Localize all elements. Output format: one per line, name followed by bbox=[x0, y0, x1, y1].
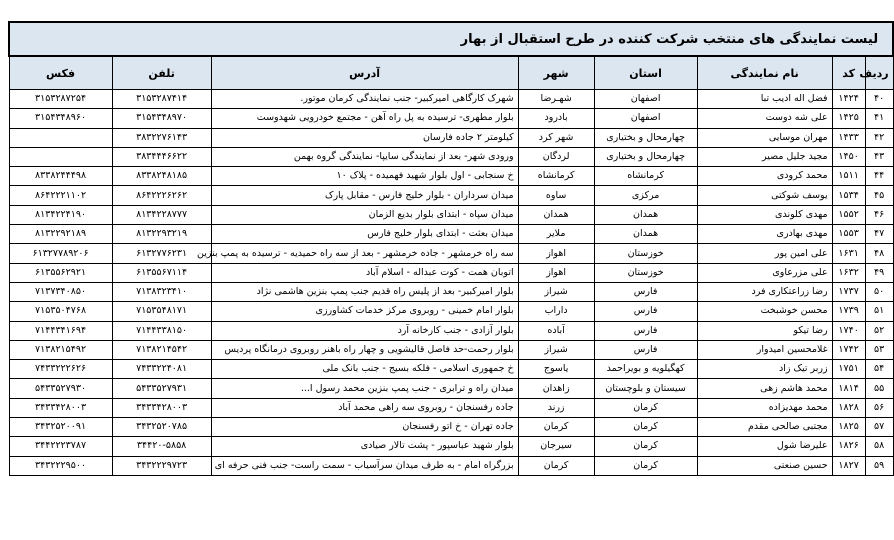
cell-state: فارس bbox=[594, 321, 697, 340]
cell-state: فارس bbox=[594, 282, 697, 301]
cell-name: یوسف شوکتی bbox=[697, 186, 832, 205]
cell-fax bbox=[9, 147, 112, 166]
table-row bbox=[9, 398, 893, 417]
cell-tel: ۳۸۳۴۴۴۶۶۲۲ bbox=[112, 147, 211, 166]
cell-tel: ۷۱۳۸۳۲۳۴۱۰ bbox=[112, 282, 211, 301]
header-radif: ردیف bbox=[865, 56, 893, 90]
cell-radif: ۴۹ bbox=[865, 263, 893, 282]
cell-tel: ۳۱۵۴۳۴۸۹۷۰ bbox=[112, 109, 211, 128]
cell-address: بلوار شهید عباسپور - پشت تالار صیادی bbox=[211, 437, 518, 456]
representatives-table bbox=[8, 21, 894, 476]
cell-tel: ۶۱۳۲۷۷۶۲۳۱ bbox=[112, 244, 211, 263]
cell-address: بلوار آزادی - جنب کارخانه آرد bbox=[211, 321, 518, 340]
cell-tel: ۸۶۴۲۲۲۶۲۶۲ bbox=[112, 186, 211, 205]
cell-code: ۱۵۵۲ bbox=[832, 205, 865, 224]
cell-radif: ۴۵ bbox=[865, 186, 893, 205]
table-row bbox=[9, 340, 893, 359]
header-address: آدرس bbox=[211, 56, 518, 90]
cell-address: بلوار امام خمینی - روبروی مرکز خدمات کشاورزی bbox=[211, 302, 518, 321]
cell-city: داراب bbox=[518, 302, 594, 321]
cell-radif: ۴۲ bbox=[865, 128, 893, 147]
cell-address: بلوار رحمت-حد فاصل قالیشویی و چهار راه باهنر روبروی درمانگاه پردیس bbox=[211, 340, 518, 359]
cell-state: فارس bbox=[594, 340, 697, 359]
cell-radif: ۵۸ bbox=[865, 437, 893, 456]
cell-code: ۱۴۲۵ bbox=[832, 109, 865, 128]
header-state: استان bbox=[594, 56, 697, 90]
table-row bbox=[9, 167, 893, 186]
table-row bbox=[9, 321, 893, 340]
cell-city: شیراز bbox=[518, 340, 594, 359]
cell-name: مهدی بهادری bbox=[697, 225, 832, 244]
cell-fax: ۶۱۳۵۵۶۲۹۲۱ bbox=[9, 263, 112, 282]
cell-city: کرمان bbox=[518, 418, 594, 437]
cell-code: ۱۸۲۶ bbox=[832, 437, 865, 456]
cell-code: ۱۶۳۱ bbox=[832, 244, 865, 263]
cell-code: ۱۷۳۷ bbox=[832, 282, 865, 301]
cell-radif: ۵۲ bbox=[865, 321, 893, 340]
cell-fax: ۳۴۴۲۲۲۳۷۸۷ bbox=[9, 437, 112, 456]
cell-name: مهران موسایی bbox=[697, 128, 832, 147]
cell-city: لردگان bbox=[518, 147, 594, 166]
cell-fax: ۷۱۳۷۳۴۰۸۵۰ bbox=[9, 282, 112, 301]
cell-name: محسن خوشبخت bbox=[697, 302, 832, 321]
title-row bbox=[9, 22, 893, 56]
table-row bbox=[9, 282, 893, 301]
cell-state: کرمان bbox=[594, 398, 697, 417]
header-name: نام نمایندگی bbox=[697, 56, 832, 90]
cell-fax: ۳۱۵۴۳۴۸۹۶۰ bbox=[9, 109, 112, 128]
cell-code: ۱۵۱۱ bbox=[832, 167, 865, 186]
cell-fax: ۳۴۳۳۴۲۸۰۰۳ bbox=[9, 398, 112, 417]
cell-fax: ۷۴۳۳۲۲۲۶۲۶ bbox=[9, 360, 112, 379]
table-row bbox=[9, 244, 893, 263]
cell-state: چهارمحال و بختیاری bbox=[594, 128, 697, 147]
cell-tel: ۷۱۴۴۳۳۸۱۵۰ bbox=[112, 321, 211, 340]
cell-code: ۱۷۴۰ bbox=[832, 321, 865, 340]
cell-fax: ۸۱۳۲۲۹۲۱۸۹ bbox=[9, 225, 112, 244]
cell-name: زربر تیک زاد bbox=[697, 360, 832, 379]
header-row bbox=[9, 56, 893, 90]
cell-address: میدان سرداران - بلوار خلیج فارس - مقابل پارک bbox=[211, 186, 518, 205]
cell-tel: ۳۴۳۲۵۲۰۷۸۵ bbox=[112, 418, 211, 437]
cell-name: علی شه دوست bbox=[697, 109, 832, 128]
cell-address: بلوار امیرکبیر- بعد از پلیس راه قدیم جنب پمپ بنزین هاشمی نژاد bbox=[211, 282, 518, 301]
cell-tel: ۳۱۵۳۲۸۷۴۱۴ bbox=[112, 90, 211, 109]
header-city: شهر bbox=[518, 56, 594, 90]
cell-fax: ۳۴۳۲۲۲۹۵۰۰ bbox=[9, 456, 112, 475]
cell-state: اصفهان bbox=[594, 109, 697, 128]
cell-city: شهـرضا bbox=[518, 90, 594, 109]
cell-city: یاسوج bbox=[518, 360, 594, 379]
cell-address: بلوار مطهری- ترسیده به پل راه آهن - مجتمع خودرویی شهدوست bbox=[211, 109, 518, 128]
cell-tel: ۷۱۳۸۲۱۴۵۴۲ bbox=[112, 340, 211, 359]
cell-name: رضا زراعتکاری فرد bbox=[697, 282, 832, 301]
cell-code: ۱۸۲۸ bbox=[832, 398, 865, 417]
cell-address: جاده رفسنجان - روبروی سه راهی محمد آباد bbox=[211, 398, 518, 417]
cell-city: اهواز bbox=[518, 244, 594, 263]
cell-city: ملایر bbox=[518, 225, 594, 244]
cell-state: کرمان bbox=[594, 456, 697, 475]
cell-tel: ۳۸۳۲۲۷۶۱۴۳ bbox=[112, 128, 211, 147]
cell-code: ۱۸۲۵ bbox=[832, 418, 865, 437]
cell-address: شهرک کارگاهی امیرکبیر- جنب نمایندگی کرمان موتور. bbox=[211, 90, 518, 109]
cell-code: ۱۵۳۴ bbox=[832, 186, 865, 205]
table-row bbox=[9, 225, 893, 244]
cell-city: شیراز bbox=[518, 282, 594, 301]
cell-tel: ۷۱۵۳۵۴۸۱۷۱ bbox=[112, 302, 211, 321]
cell-radif: ۵۰ bbox=[865, 282, 893, 301]
table-row bbox=[9, 263, 893, 282]
table-row bbox=[9, 186, 893, 205]
cell-radif: ۵۹ bbox=[865, 456, 893, 475]
cell-fax: ۸۳۳۸۲۴۴۴۹۸ bbox=[9, 167, 112, 186]
header-code: کد bbox=[832, 56, 865, 90]
table-row bbox=[9, 379, 893, 398]
cell-state: سیستان و بلوچستان bbox=[594, 379, 697, 398]
table-row bbox=[9, 90, 893, 109]
cell-state: کرمانشاه bbox=[594, 167, 697, 186]
cell-code: ۱۸۲۷ bbox=[832, 456, 865, 475]
table-row bbox=[9, 418, 893, 437]
cell-tel: ۳۴۳۲۲۲۹۷۲۳ bbox=[112, 456, 211, 475]
cell-code: ۱۴۵۰ bbox=[832, 147, 865, 166]
cell-city: کرمانشاه bbox=[518, 167, 594, 186]
table-row bbox=[9, 205, 893, 224]
cell-fax bbox=[9, 128, 112, 147]
cell-address: اتوبان همت - کوت عبداله - اسلام آباد bbox=[211, 263, 518, 282]
cell-name: مجتبی صالحی مقدم bbox=[697, 418, 832, 437]
cell-state: کرمان bbox=[594, 418, 697, 437]
header-tel: تلفن bbox=[112, 56, 211, 90]
cell-address: خ جمهوری اسلامی - فلکه بسیج - جنب بانک ملی bbox=[211, 360, 518, 379]
cell-tel: ۸۱۳۲۲۹۳۲۱۹ bbox=[112, 225, 211, 244]
cell-radif: ۵۵ bbox=[865, 379, 893, 398]
cell-tel: ۵۴۳۳۵۲۷۹۳۱ bbox=[112, 379, 211, 398]
cell-radif: ۵۶ bbox=[865, 398, 893, 417]
cell-code: ۱۴۲۴ bbox=[832, 90, 865, 109]
header-fax: فکس bbox=[9, 56, 112, 90]
cell-address: جاده تهران - خ اتو رفسنجان bbox=[211, 418, 518, 437]
cell-code: ۱۶۳۲ bbox=[832, 263, 865, 282]
cell-city: شهر کرد bbox=[518, 128, 594, 147]
table-row bbox=[9, 147, 893, 166]
cell-name: محمد کرودی bbox=[697, 167, 832, 186]
cell-name: مهدی کلوندی bbox=[697, 205, 832, 224]
cell-radif: ۴۸ bbox=[865, 244, 893, 263]
cell-city: ساوه bbox=[518, 186, 594, 205]
cell-name: فضل اله ادیب تبا bbox=[697, 90, 832, 109]
cell-state: خوزستان bbox=[594, 244, 697, 263]
table-row bbox=[9, 437, 893, 456]
cell-name: رضا تیکو bbox=[697, 321, 832, 340]
cell-address: بزرگراه امام - به طرف میدان سرآسیاب - سمت راست- جنب فنی حرفه ای bbox=[211, 456, 518, 475]
table-row bbox=[9, 109, 893, 128]
cell-city: اهواز bbox=[518, 263, 594, 282]
cell-fax: ۶۱۳۲۷۷۸۹۲۰۶ bbox=[9, 244, 112, 263]
table-title: لیست نمایندگی های منتخب شرکت کننده در طرح استقبال از بهار bbox=[9, 22, 893, 56]
cell-tel: ۸۱۳۴۲۲۸۷۷۷ bbox=[112, 205, 211, 224]
cell-fax: ۸۶۴۲۲۲۱۱۰۲ bbox=[9, 186, 112, 205]
cell-fax: ۷۱۴۴۳۴۱۶۹۴ bbox=[9, 321, 112, 340]
cell-code: ۱۴۳۳ bbox=[832, 128, 865, 147]
cell-name: مجید جلیل مصیر bbox=[697, 147, 832, 166]
cell-name: علی مزرعاوی bbox=[697, 263, 832, 282]
cell-radif: ۴۱ bbox=[865, 109, 893, 128]
cell-radif: ۴۳ bbox=[865, 147, 893, 166]
cell-radif: ۵۷ bbox=[865, 418, 893, 437]
cell-name: علی امین پور bbox=[697, 244, 832, 263]
cell-state: همدان bbox=[594, 205, 697, 224]
cell-name: حسین صنعتی bbox=[697, 456, 832, 475]
representatives-sheet bbox=[8, 21, 889, 476]
cell-city: کرمان bbox=[518, 456, 594, 475]
cell-address: میدان سپاه - ابتدای بلوار بدیع الزمان bbox=[211, 205, 518, 224]
cell-state: خوزستان bbox=[594, 263, 697, 282]
cell-city: زاهدان bbox=[518, 379, 594, 398]
cell-city: سیرجان bbox=[518, 437, 594, 456]
cell-address: میدان بعثت - ابتدای بلوار خلیج فارس bbox=[211, 225, 518, 244]
cell-tel: ۳۴۳۳۴۲۸۰۰۳ bbox=[112, 398, 211, 417]
cell-fax: ۷۱۳۸۲۱۵۴۹۲ bbox=[9, 340, 112, 359]
cell-code: ۱۸۱۴ bbox=[832, 379, 865, 398]
cell-code: ۱۵۵۳ bbox=[832, 225, 865, 244]
cell-tel: ۳۴۴۲۰-۵۸۵۸ bbox=[112, 437, 211, 456]
cell-tel: ۸۳۳۸۲۴۸۱۸۵ bbox=[112, 167, 211, 186]
cell-city: زرند bbox=[518, 398, 594, 417]
cell-city: بادرود bbox=[518, 109, 594, 128]
cell-state: فارس bbox=[594, 302, 697, 321]
cell-fax: ۳۴۳۲۵۲۰۰۹۱ bbox=[9, 418, 112, 437]
cell-radif: ۵۱ bbox=[865, 302, 893, 321]
cell-code: ۱۷۵۱ bbox=[832, 360, 865, 379]
cell-name: محمد مهدیزاده bbox=[697, 398, 832, 417]
cell-fax: ۷۱۵۳۵۰۴۷۶۸ bbox=[9, 302, 112, 321]
cell-state: چهارمحال و بختیاری bbox=[594, 147, 697, 166]
cell-state: کرمان bbox=[594, 437, 697, 456]
cell-address: سه راه خرمشهر - جاده خرمشهر - بعد از سه راه حمیدیه - ترسیده به پمپ بنزین bbox=[211, 244, 518, 263]
cell-state: مرکزی bbox=[594, 186, 697, 205]
cell-radif: ۴۰ bbox=[865, 90, 893, 109]
cell-name: غلامحسین امیدوار bbox=[697, 340, 832, 359]
cell-state: اصفهان bbox=[594, 90, 697, 109]
cell-city: آباده bbox=[518, 321, 594, 340]
cell-name: علیرضا شول bbox=[697, 437, 832, 456]
table-row bbox=[9, 456, 893, 475]
cell-radif: ۵۴ bbox=[865, 360, 893, 379]
cell-radif: ۴۴ bbox=[865, 167, 893, 186]
table-body bbox=[9, 90, 893, 476]
table-row bbox=[9, 302, 893, 321]
cell-address: میدان راه و ترابری - جنب پمپ بنزین محمد رسول ا... bbox=[211, 379, 518, 398]
cell-state: همدان bbox=[594, 225, 697, 244]
cell-code: ۱۷۳۹ bbox=[832, 302, 865, 321]
cell-address: خ سنجابی - اول بلوار شهید فهمیده - پلاک ۱۰ bbox=[211, 167, 518, 186]
cell-tel: ۶۱۳۵۵۶۷۱۱۴ bbox=[112, 263, 211, 282]
cell-fax: ۳۱۵۳۲۸۷۲۵۴ bbox=[9, 90, 112, 109]
cell-fax: ۸۱۳۴۲۲۴۱۹۰ bbox=[9, 205, 112, 224]
table-row bbox=[9, 360, 893, 379]
cell-state: کهگیلویه و بویراحمد bbox=[594, 360, 697, 379]
table-row bbox=[9, 128, 893, 147]
cell-fax: ۵۴۳۳۵۲۷۹۳۰ bbox=[9, 379, 112, 398]
cell-address: ورودی شهر- بعد از نمایندگی سایپا- نمایندگی گروه بهمن bbox=[211, 147, 518, 166]
cell-tel: ۷۴۳۳۲۲۴۰۸۱ bbox=[112, 360, 211, 379]
cell-code: ۱۷۴۲ bbox=[832, 340, 865, 359]
cell-radif: ۴۷ bbox=[865, 225, 893, 244]
cell-name: محمد هاشم زهی bbox=[697, 379, 832, 398]
cell-city: همدان bbox=[518, 205, 594, 224]
cell-address: کیلومتر ۲ جاده فارسان bbox=[211, 128, 518, 147]
cell-radif: ۵۳ bbox=[865, 340, 893, 359]
cell-radif: ۴۶ bbox=[865, 205, 893, 224]
